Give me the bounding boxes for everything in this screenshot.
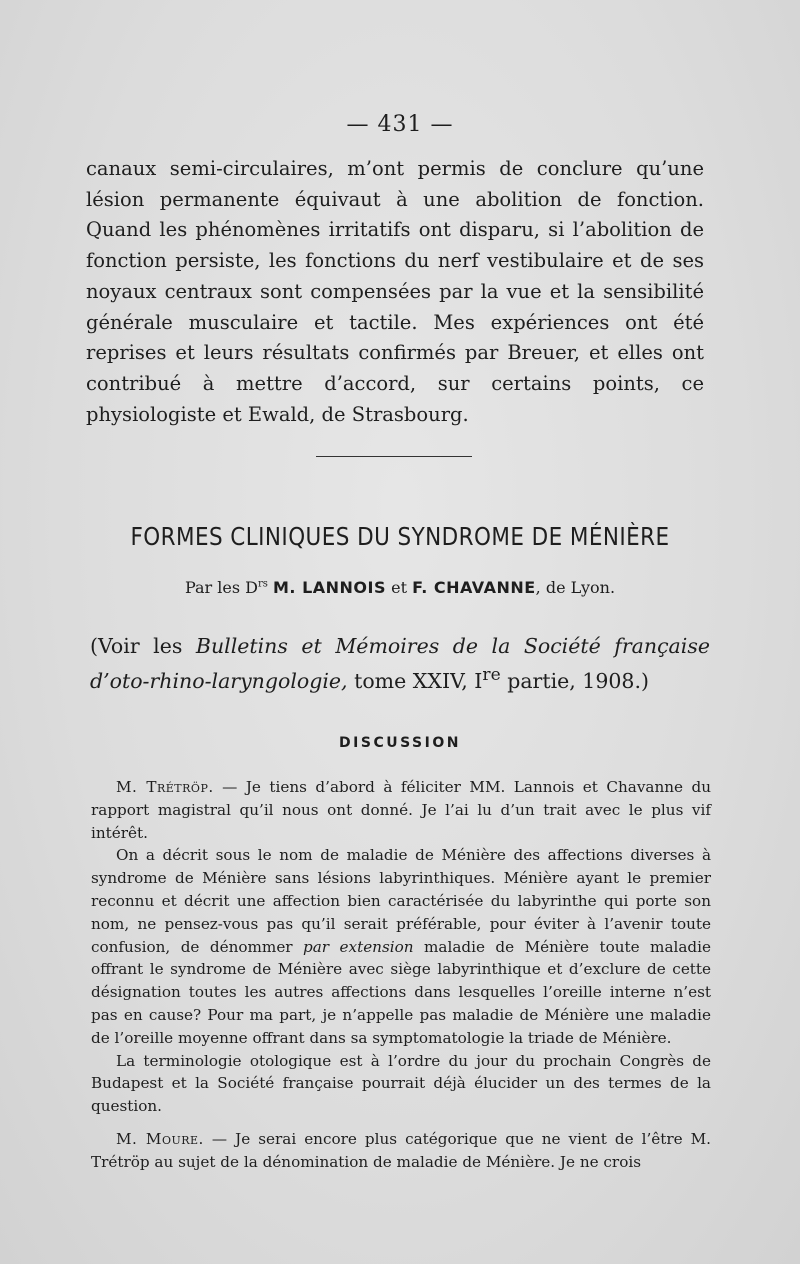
discussion-p1-text: — Je tiens d’abord à féliciter MM. Lannois et Chavanne du rapport magistral qu’il nous ont donné. Je l’ai lu d’un trait avec le plus vif intérêt.: [91, 778, 711, 842]
reference-volume-sup: re: [482, 665, 501, 685]
discussion-p2-emphasis: par extension: [303, 937, 414, 956]
discussion-paragraph-4: [91, 1128, 711, 1174]
speaker-tretrop: M. Trétröp.: [116, 778, 214, 796]
intro-paragraph: canaux semi-circulaires, m’ont permis de conclure qu’une lésion permanente équivaut à une abolition de fonction. Quand les phénomènes irritatifs ont disparu, si l’abolition de fonction persiste, les fonctions du nerf vestibulaire et de ses noyaux centraux sont compensées par la vue et la sensibilité générale musculaire et tactile. Mes expériences ont été reprises et leurs résultats confirmés par Breuer, et elles ont contribué à mettre d’accord, sur certains points, ce physiologiste et Ewald, de Strasbourg.: [86, 157, 704, 426]
intro-paragraph-block: [86, 154, 704, 430]
reference-journal: Bulletins et Mémoires de la Société française d’oto-rhino-laryngologie,: [90, 634, 710, 693]
author-lannois: M. LANNOIS: [273, 578, 387, 597]
reference-volume: tome XXIV, I: [347, 668, 483, 693]
discussion-paragraph-2: [91, 844, 711, 1049]
authors-prefix: Par les D: [184, 578, 258, 597]
article-reference: [90, 632, 710, 696]
article-title: FORMES CLINIQUES DU SYNDROME DE MÉNIÈRE: [130, 522, 670, 551]
page-number: — 431 —: [346, 112, 454, 137]
discussion-p2-before: On a décrit sous le nom de maladie de Ménière des affections diverses à syndrome de Ménière sans lésions labyrinthiques. Ménière ayant le premier reconnu et décrit une affection bien caractérisée du labyrinthe qui porte son nom, ne pensez-vous pas qu’il serait préférable, pour éviter à l’avenir toute confusion, de dénommer: [91, 846, 711, 956]
discussion-p4-text: — Je serai encore plus catégorique que ne vient de l’être M. Trétröp au sujet de la dénomination de maladie de Ménière. Je ne crois: [91, 1129, 712, 1171]
authors-suffix: , de Lyon.: [535, 578, 616, 597]
speaker-moure: M. Moure.: [116, 1129, 204, 1148]
section-divider: [316, 456, 472, 457]
reference-text: [90, 632, 710, 696]
article-authors: [0, 578, 800, 597]
discussion-paragraph-1: [91, 776, 711, 844]
authors-connector: et: [391, 578, 408, 597]
discussion-paragraph-3: La terminologie otologique est à l’ordre du jour du prochain Congrès de Budapest et la Société française pourrait déjà élucider un des termes de la question.: [91, 1051, 711, 1116]
authors-prefix-sup: rs: [257, 578, 268, 590]
discussion-p2-after: maladie de Ménière toute maladie offrant le syndrome de Ménière avec siège labyrinthique et d’exclure de cette désignation toutes les autres affections dans lesquelles l’oreille interne n’est pas en cause? Pour ma part, je n’appelle pas maladie de Ménière une maladie de l’oreille moyenne offrant dans sa symptomatologie la triade de Ménière.: [91, 937, 711, 1047]
author-chavanne: F. CHAVANNE: [412, 578, 536, 597]
discussion-heading: DISCUSSION: [339, 735, 461, 751]
discussion-body: [91, 776, 711, 1174]
reference-rest: partie, 1908.): [500, 668, 649, 693]
reference-open: (Voir les: [90, 634, 196, 658]
